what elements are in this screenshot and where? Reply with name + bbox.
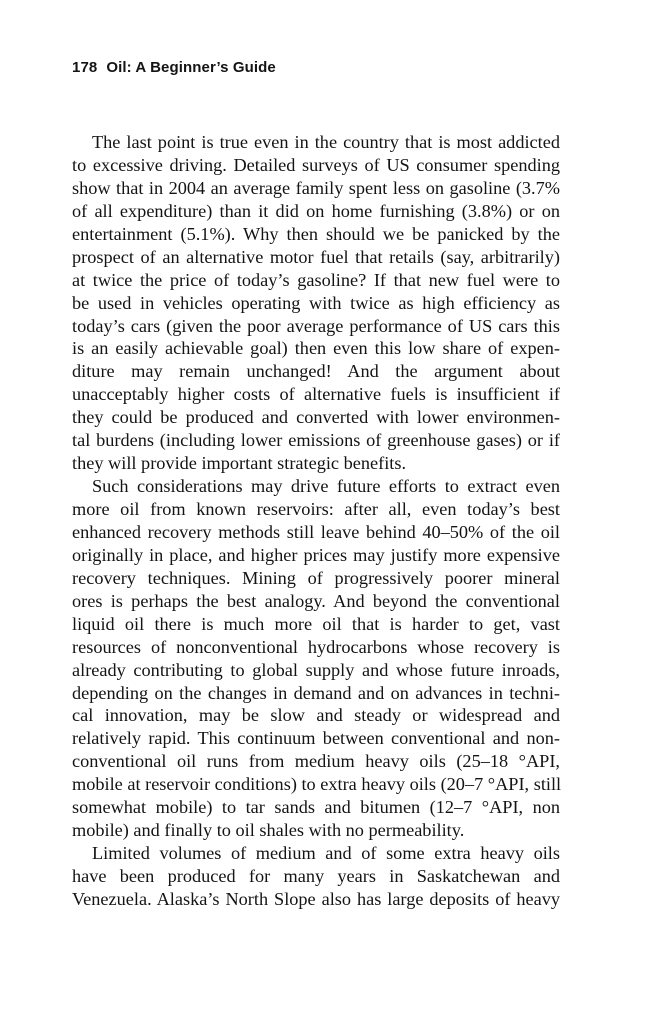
text-line: mobile at reservoir conditions) to extra heavy oils (20–7 °API, still <box>72 774 562 795</box>
text-line: cal innovation, may be slow and steady or widespread and <box>72 705 560 726</box>
paragraph <box>72 842 560 911</box>
text-line: resources of nonconventional hydrocarbons whose recovery is <box>72 636 560 657</box>
book-title: Oil: A Beginner’s Guide <box>106 59 276 76</box>
text-line: at twice the price of today’s gasoline? If that new fuel were to <box>72 269 560 290</box>
text-line: The last point is true even in the country that is most addicted <box>92 132 560 152</box>
text-line: ores is perhaps the best analogy. And beyond the conventional <box>72 590 560 611</box>
text-line: more oil from known reservoirs: after all, even today’s best <box>72 499 560 519</box>
text-line: today’s cars (given the poor average performance of US cars this <box>72 315 560 336</box>
text-line: originally in place, and higher prices may justify more expensive <box>72 544 560 565</box>
text-line: prospect of an alternative motor fuel that retails (say, arbitrarily) <box>72 246 560 267</box>
text-line: entertainment (5.1%). Why then should we be panicked by the <box>72 223 560 244</box>
text-line: show that in 2004 an average family spent less on gasoline (3.7% <box>72 177 560 198</box>
text-line: of all expenditure) than it did on home furnishing (3.8%) or on <box>72 200 560 221</box>
text-line: Limited volumes of medium and of some extra heavy oils <box>92 843 560 864</box>
text-line: liquid oil there is much more oil that is harder to get, vast <box>72 613 560 634</box>
text-line: is an easily achievable goal) then even this low share of expen- <box>72 338 560 359</box>
text-line: conventional oil runs from medium heavy oils (25–18 °API, <box>72 751 560 772</box>
text-line: to excessive driving. Detailed surveys of US consumer spending <box>72 154 560 175</box>
text-line: be used in vehicles operating with twice as high efficiency as <box>72 292 560 313</box>
page-header <box>72 59 276 76</box>
page-number: 178 <box>72 59 98 76</box>
text-line: depending on the changes in demand and on advances in techni- <box>72 682 560 703</box>
text-line: they will provide important strategic benefits. <box>72 453 407 474</box>
body-text <box>72 131 560 911</box>
text-line: unacceptably higher costs of alternative fuels is insufficient if <box>72 384 560 405</box>
paragraph <box>72 475 560 842</box>
text-line: already contributing to global supply and whose future inroads, <box>72 659 560 680</box>
text-line: Venezuela. Alaska’s North Slope also has large deposits of heavy <box>72 888 560 909</box>
text-line: have been produced for many years in Saskatchewan and <box>72 866 560 886</box>
text-line: tal burdens (including lower emissions of greenhouse gases) or if <box>72 430 560 451</box>
text-line: diture may remain unchanged! And the argument about <box>72 361 560 382</box>
paragraph <box>72 131 560 475</box>
text-line: enhanced recovery methods still leave behind 40–50% of the oil <box>72 521 560 542</box>
text-line: recovery techniques. Mining of progressively poorer mineral <box>72 567 560 588</box>
text-line: somewhat mobile) to tar sands and bitumen (12–7 °API, non <box>72 797 560 818</box>
text-line: they could be produced and converted with lower environmen- <box>72 407 560 428</box>
text-line: Such considerations may drive future efforts to extract even <box>92 476 560 497</box>
text-line: mobile) and finally to oil shales with no permeability. <box>72 820 465 841</box>
text-line: relatively rapid. This continuum between conventional and non- <box>72 728 560 749</box>
